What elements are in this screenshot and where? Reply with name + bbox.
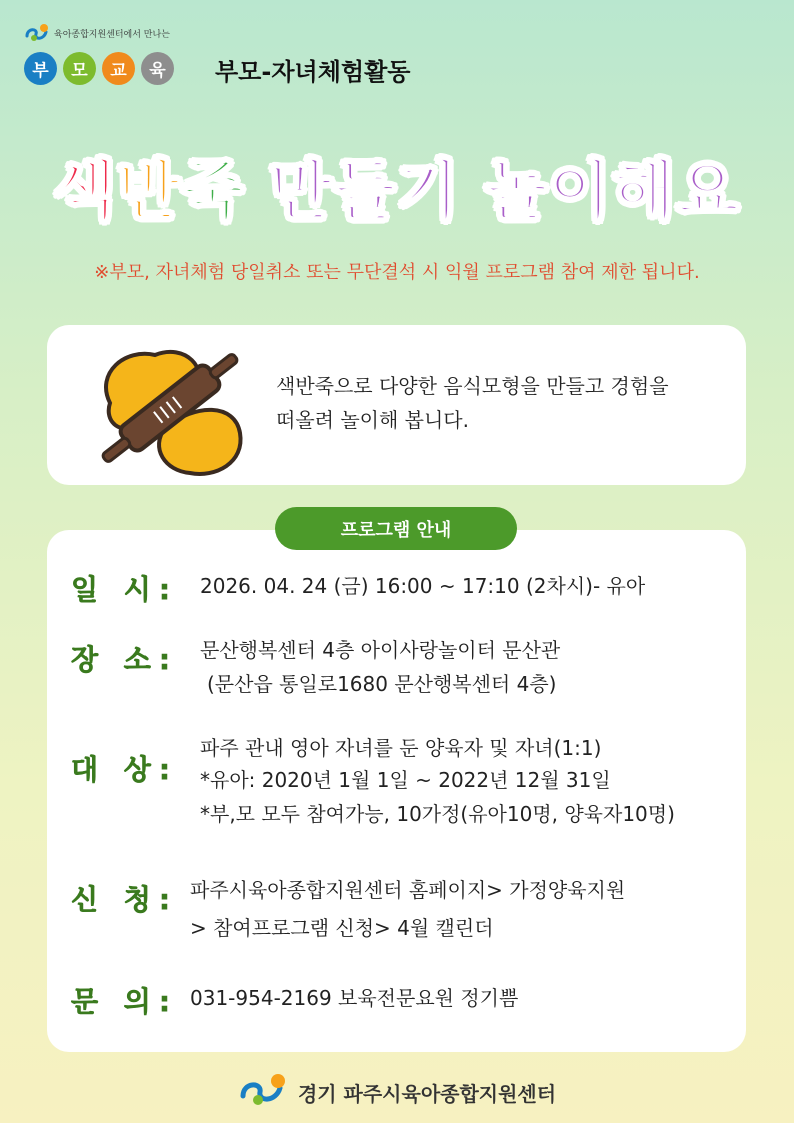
target-label: 대 상: (71, 753, 179, 786)
circle-badge: 모 (63, 52, 96, 85)
date-label: 일 시: (71, 573, 179, 606)
apply-line: > 참여프로그램 신청> 4월 캘린더 (190, 916, 494, 940)
main-title (0, 140, 794, 232)
circle-badge: 부 (24, 52, 57, 85)
place-label: 장 소: (71, 643, 179, 676)
center-logo-icon (238, 1072, 290, 1112)
parent-education-circles (24, 52, 174, 85)
place-line: 문산행복센터 4층 아이사랑놀이터 문산관 (200, 638, 561, 662)
cancellation-notice: ※부모, 자녀체험 당일취소 또는 무단결석 시 익월 프로그램 참여 제한 됩니다. (94, 262, 700, 283)
place-line: (문산읍 통일로1680 문산행복센터 4층) (207, 672, 557, 696)
circle-badge: 육 (141, 52, 174, 85)
logo-tagline (24, 22, 174, 44)
header-logo (24, 22, 174, 85)
title-part: 반 (117, 155, 182, 229)
target-line: 파주 관내 영아 자녀를 둔 양육자 및 자녀(1:1) (200, 736, 602, 760)
center-logo-icon (24, 22, 50, 44)
title-part: 색 (53, 155, 118, 229)
intro-card (47, 325, 746, 485)
intro-description (276, 369, 669, 437)
target-line: *부,모 모두 참여가능, 10가정(유아10명, 양육자10명) (200, 802, 675, 826)
program-info-pill: 프로그램 안내 (275, 507, 517, 550)
contact-value: 031-954-2169 보육전문요원 정기쁨 (190, 986, 519, 1010)
intro-line: 떠올려 놀이해 봅니다. (276, 408, 469, 432)
header-title: 부모-자녀체험활동 (215, 58, 411, 86)
apply-label: 신 청: (71, 883, 179, 916)
footer (0, 1072, 794, 1112)
apply-line: 파주시육아종합지원센터 홈페이지> 가정양육지원 (190, 878, 626, 902)
contact-label: 문 의: (71, 985, 179, 1018)
date-value: 2026. 04. 24 (금) 16:00 ~ 17:10 (2차시)- 유아 (200, 574, 646, 598)
title-part: 만들기 놀이해요 (245, 155, 741, 229)
target-line: *유아: 2020년 1월 1일 ~ 2022년 12월 31일 (200, 768, 611, 792)
program-details-card (47, 530, 746, 1052)
tagline-text: 육아종합지원센터에서 만나는 (54, 29, 170, 40)
circle-badge: 교 (102, 52, 135, 85)
intro-line: 색반죽으로 다양한 음식모형을 만들고 경험을 (276, 374, 669, 398)
footer-org-name: 경기 파주시육아종합지원센터 (297, 1081, 557, 1106)
rolling-pin-icon (85, 333, 255, 483)
title-part: 죽 (181, 155, 246, 229)
